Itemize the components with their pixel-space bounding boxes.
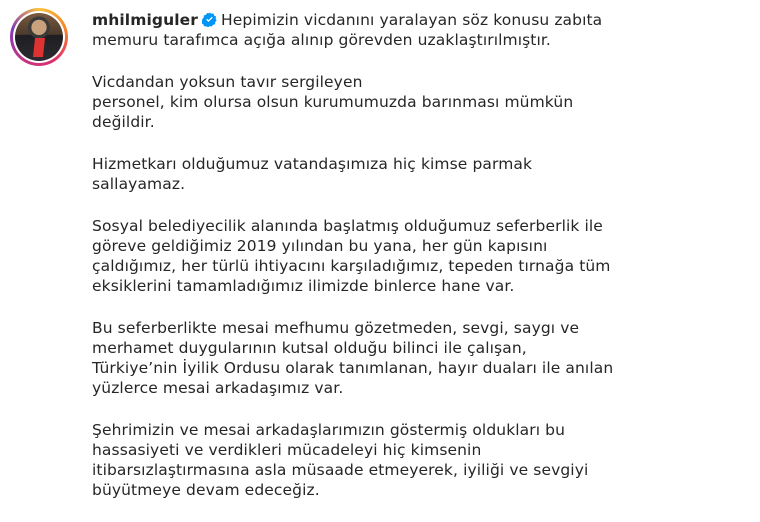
paragraph-2 [92, 72, 742, 132]
caption-line: hassasiyeti ve verdikleri mücadeleyi hiç kimsenin [92, 441, 482, 459]
post-caption [92, 10, 742, 522]
caption-line: Sosyal belediyecilik alanında başlatmış olduğumuz seferberlik ile [92, 217, 603, 235]
caption-line: Türkiye’nin İyilik Ordusu olarak tanımlanan, hayır duaları ile anılan [92, 359, 614, 377]
paragraph-3 [92, 154, 742, 194]
caption-line: itibarsızlaştırmasına asla müsaade etmeyerek, iyiliği ve sevgiyi [92, 461, 589, 479]
profile-photo [15, 13, 63, 61]
caption-line: çaldığımız, her türlü ihtiyacını karşıladığımız, tepeden tırnağa tüm [92, 257, 611, 275]
avatar-ring [13, 11, 65, 63]
caption-line: Şehrimizin ve mesai arkadaşlarımızın göstermiş oldukları bu [92, 421, 566, 439]
caption-line: büyütmeye devam edeceğiz. [92, 481, 320, 499]
caption-line: sallayamaz. [92, 175, 186, 193]
paragraph-1 [92, 10, 742, 50]
caption-text: Hepimizin vicdanını yaralayan söz konusu zabıta [220, 11, 603, 29]
caption-line [92, 10, 742, 30]
caption-line: merhamet duygularının kutsal olduğu bilinci ile çalışan, [92, 339, 527, 357]
caption-line: Bu seferberlikte mesai mefhumu gözetmeden, sevgi, saygı ve [92, 319, 580, 337]
avatar[interactable] [10, 8, 68, 66]
caption-line: değildir. [92, 113, 155, 131]
caption-line: eksiklerini tamamladığımız ilimizde binlerce hane var. [92, 277, 515, 295]
caption-line: memuru tarafımca açığa alınıp görevden uzaklaştırılmıştır. [92, 31, 551, 49]
caption-line: göreve geldiğimiz 2019 yılından bu yana, her gün kapısını [92, 237, 548, 255]
username-link[interactable]: mhilmiguler [92, 11, 198, 29]
verified-badge-icon [202, 12, 217, 27]
caption-line: Hizmetkarı olduğumuz vatandaşımıza hiç kimse parmak [92, 155, 533, 173]
paragraph-4 [92, 216, 742, 296]
paragraph-5 [92, 318, 742, 398]
paragraph-6 [92, 420, 742, 500]
caption-line: yüzlerce mesai arkadaşımız var. [92, 379, 344, 397]
caption-line: personel, kim olursa olsun kurumumuzda barınması mümkün [92, 93, 574, 111]
caption-line: Vicdandan yoksun tavır sergileyen [92, 73, 363, 91]
